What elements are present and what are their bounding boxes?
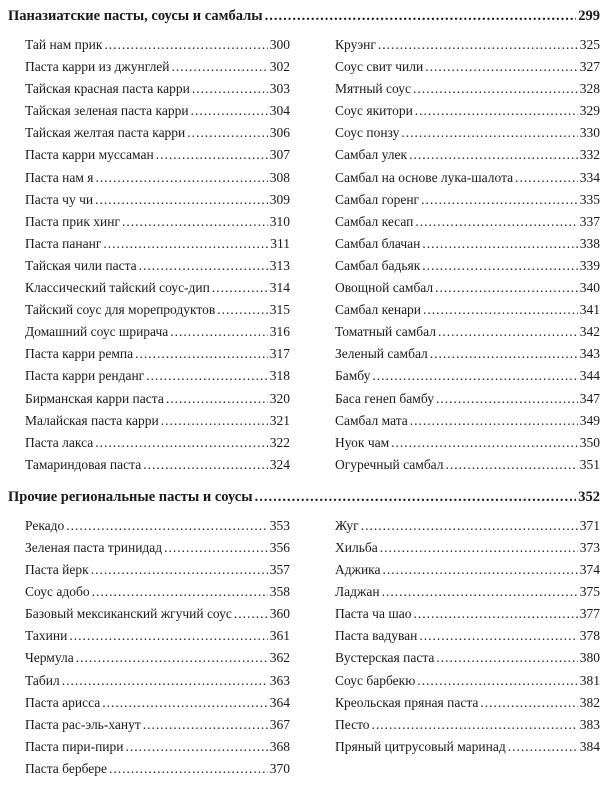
toc-entry xyxy=(335,410,600,432)
entry-page-number: 329 xyxy=(579,103,600,119)
dot-leader xyxy=(95,189,268,211)
entry-page-number: 314 xyxy=(269,280,290,296)
toc-entry xyxy=(25,189,290,211)
toc-entry xyxy=(25,515,290,537)
entry-page-number: 347 xyxy=(579,390,600,406)
dot-leader xyxy=(156,144,268,166)
toc-entry xyxy=(335,321,600,343)
toc-entry xyxy=(335,78,600,100)
dot-leader xyxy=(415,100,578,122)
entry-title: Паста прик хинг xyxy=(25,213,121,229)
toc-entry xyxy=(335,603,600,625)
toc-entry xyxy=(335,581,600,603)
entry-page-number: 364 xyxy=(269,694,290,710)
entry-title: Самбал горенг xyxy=(335,191,420,207)
entry-title: Вустерская паста xyxy=(335,650,435,666)
dot-leader xyxy=(69,625,267,647)
entry-page-number: 307 xyxy=(269,147,290,163)
entry-title: Паста арисса xyxy=(25,694,101,710)
entry-title: Огуречный самбал xyxy=(335,456,444,472)
dot-leader xyxy=(423,299,578,321)
entry-title: Паста ча шао xyxy=(335,606,412,622)
toc-entry xyxy=(335,255,600,277)
toc-entry xyxy=(25,410,290,432)
entry-page-number: 337 xyxy=(579,213,600,229)
toc-entry xyxy=(335,167,600,189)
entry-title: Самбал улек xyxy=(335,147,408,163)
toc-column xyxy=(25,34,290,476)
entry-page-number: 327 xyxy=(579,59,600,75)
entry-title: Паста карри ремпа xyxy=(25,346,134,362)
section-columns xyxy=(8,515,600,780)
toc-entry xyxy=(335,647,600,669)
entry-page-number: 362 xyxy=(269,650,290,666)
entry-title: Самбал кесап xyxy=(335,213,414,229)
entry-title: Самбал на основе лука-шалота xyxy=(335,169,514,185)
toc-entry xyxy=(335,343,600,365)
entry-title: Домашний соус шрирача xyxy=(25,324,169,340)
entry-title: Малайская паста карри xyxy=(25,412,159,428)
entry-page-number: 328 xyxy=(579,81,600,97)
dot-leader xyxy=(417,670,577,692)
dot-leader xyxy=(413,78,578,100)
toc-entry xyxy=(25,603,290,625)
entry-page-number: 309 xyxy=(269,191,290,207)
toc-entry xyxy=(25,647,290,669)
toc-entry xyxy=(335,211,600,233)
toc-entry xyxy=(25,581,290,603)
toc-entry xyxy=(25,365,290,387)
dot-leader xyxy=(122,211,268,233)
entry-title: Тайский соус для морепродуктов xyxy=(25,302,216,318)
toc-entry xyxy=(25,277,290,299)
toc-entry xyxy=(335,100,600,122)
dot-leader xyxy=(422,255,577,277)
section-page-number: 352 xyxy=(578,488,600,505)
dot-leader xyxy=(255,486,577,508)
toc-entry xyxy=(335,189,600,211)
entry-page-number: 378 xyxy=(579,628,600,644)
entry-title: Паста рас-эль-ханут xyxy=(25,716,141,732)
toc-entry xyxy=(335,56,600,78)
dot-leader xyxy=(192,78,268,100)
dot-leader xyxy=(430,343,578,365)
entry-title: Бамбу xyxy=(335,368,371,384)
entry-title: Жуг xyxy=(335,517,359,533)
dot-leader xyxy=(217,299,267,321)
toc-entry xyxy=(335,122,600,144)
entry-page-number: 381 xyxy=(579,672,600,688)
dot-leader xyxy=(191,100,268,122)
entry-title: Самбал кенари xyxy=(335,302,422,318)
toc-entry xyxy=(25,144,290,166)
entry-page-number: 380 xyxy=(579,650,600,666)
entry-title: Мятный соус xyxy=(335,81,411,97)
toc-entry xyxy=(25,122,290,144)
dot-leader xyxy=(415,211,577,233)
dot-leader xyxy=(143,454,268,476)
toc-entry xyxy=(25,537,290,559)
entry-title: Паста карри ренданг xyxy=(25,368,145,384)
dot-leader xyxy=(425,56,578,78)
section-title: Прочие региональные пасты и соусы xyxy=(8,488,253,505)
entry-page-number: 360 xyxy=(269,606,290,622)
toc-entry xyxy=(25,714,290,736)
dot-leader xyxy=(62,670,268,692)
entry-title: Самбал блачан xyxy=(335,235,421,251)
entry-page-number: 324 xyxy=(269,456,290,472)
toc-entry xyxy=(25,758,290,780)
dot-leader xyxy=(378,34,578,56)
dot-leader xyxy=(515,167,578,189)
toc-entry xyxy=(335,365,600,387)
entry-page-number: 344 xyxy=(579,368,600,384)
toc-entry xyxy=(25,56,290,78)
dot-leader xyxy=(446,454,578,476)
toc-entry xyxy=(335,692,600,714)
dot-leader xyxy=(409,144,578,166)
entry-title: Паста вадуван xyxy=(335,628,418,644)
entry-page-number: 383 xyxy=(579,716,600,732)
entry-title: Паста пананг xyxy=(25,235,102,251)
entry-page-number: 341 xyxy=(579,302,600,318)
entry-title: Соус понзу xyxy=(335,125,400,141)
entry-page-number: 335 xyxy=(579,191,600,207)
dot-leader xyxy=(96,167,268,189)
entry-title: Паста пири-пири xyxy=(25,738,124,754)
entry-title: Табил xyxy=(25,672,60,688)
toc-entry xyxy=(335,537,600,559)
dot-leader xyxy=(372,714,578,736)
dot-leader xyxy=(436,647,577,669)
entry-page-number: 316 xyxy=(269,324,290,340)
entry-title: Чермула xyxy=(25,650,74,666)
dot-leader xyxy=(422,233,577,255)
entry-page-number: 370 xyxy=(269,760,290,776)
dot-leader xyxy=(421,189,578,211)
entry-page-number: 322 xyxy=(269,434,290,450)
toc-entry xyxy=(25,78,290,100)
toc-entry xyxy=(335,515,600,537)
entry-title: Овощной самбал xyxy=(335,280,434,296)
entry-title: Рекадо xyxy=(25,517,65,533)
entry-title: Соус адобо xyxy=(25,584,90,600)
dot-leader xyxy=(234,603,268,625)
entry-title: Соус барбекю xyxy=(335,672,416,688)
toc-entry xyxy=(335,454,600,476)
dot-leader xyxy=(103,233,268,255)
entry-page-number: 340 xyxy=(579,280,600,296)
entry-title: Самбал бадьяк xyxy=(335,257,421,273)
dot-leader xyxy=(172,56,268,78)
entry-title: Ладжан xyxy=(335,584,380,600)
entry-page-number: 303 xyxy=(269,81,290,97)
entry-page-number: 325 xyxy=(579,37,600,52)
entry-title: Зеленая паста тринидад xyxy=(25,539,163,555)
entry-page-number: 321 xyxy=(269,412,290,428)
entry-title: Паста карри муссаман xyxy=(25,147,154,163)
toc-entry xyxy=(25,388,290,410)
entry-page-number: 306 xyxy=(269,125,290,141)
entry-title: Тай нам прик xyxy=(25,37,103,52)
entry-title: Паста бербере xyxy=(25,760,108,776)
toc-entry xyxy=(335,736,600,758)
entry-title: Тайская желтая паста карри xyxy=(25,125,186,141)
entry-title: Зеленый самбал xyxy=(335,346,428,362)
entry-page-number: 382 xyxy=(579,694,600,710)
entry-page-number: 317 xyxy=(269,346,290,362)
toc-entry xyxy=(335,34,600,56)
entry-title: Нуок чам xyxy=(335,434,390,450)
entry-page-number: 315 xyxy=(269,302,290,318)
entry-title: Классический тайский соус-дип xyxy=(25,280,210,296)
section-header xyxy=(8,486,600,508)
toc-entry xyxy=(335,559,600,581)
dot-leader xyxy=(361,515,578,537)
dot-leader xyxy=(508,736,578,758)
entry-page-number: 357 xyxy=(269,562,290,578)
dot-leader xyxy=(161,410,268,432)
entry-page-number: 320 xyxy=(269,390,290,406)
entry-title: Тамариндовая паста xyxy=(25,456,142,472)
entry-title: Аджика xyxy=(335,562,381,578)
toc-entry xyxy=(25,34,290,56)
entry-page-number: 311 xyxy=(270,235,290,251)
entry-page-number: 384 xyxy=(579,738,600,754)
toc-entry xyxy=(25,321,290,343)
entry-page-number: 300 xyxy=(269,37,290,52)
dot-leader xyxy=(383,559,578,581)
dot-leader xyxy=(109,758,268,780)
entry-title: Круэнг xyxy=(335,37,376,52)
entry-page-number: 342 xyxy=(579,324,600,340)
dot-leader xyxy=(102,692,267,714)
entry-page-number: 358 xyxy=(269,584,290,600)
entry-title: Креольская пряная паста xyxy=(335,694,479,710)
dot-leader xyxy=(410,410,578,432)
toc-entry xyxy=(25,100,290,122)
entry-page-number: 368 xyxy=(269,738,290,754)
toc-entry xyxy=(335,714,600,736)
dot-leader xyxy=(170,321,267,343)
toc-entry xyxy=(335,233,600,255)
toc-section xyxy=(8,5,600,476)
entry-title: Тахини xyxy=(25,628,68,644)
toc-entry xyxy=(25,167,290,189)
entry-title: Паста лакса xyxy=(25,434,94,450)
dot-leader xyxy=(436,388,578,410)
entry-page-number: 338 xyxy=(579,235,600,251)
entry-page-number: 332 xyxy=(579,147,600,163)
dot-leader xyxy=(92,581,268,603)
toc-entry xyxy=(25,255,290,277)
toc-entry xyxy=(25,625,290,647)
toc-entry xyxy=(25,343,290,365)
entry-page-number: 356 xyxy=(269,539,290,555)
toc-entry xyxy=(25,736,290,758)
entry-page-number: 374 xyxy=(579,562,600,578)
entry-title: Бирманская карри паста xyxy=(25,390,164,406)
toc-entry xyxy=(25,299,290,321)
entry-page-number: 308 xyxy=(269,169,290,185)
entry-page-number: 349 xyxy=(579,412,600,428)
entry-page-number: 377 xyxy=(579,606,600,622)
toc-entry xyxy=(25,670,290,692)
entry-page-number: 339 xyxy=(579,257,600,273)
entry-title: Томатный самбал xyxy=(335,324,437,340)
toc-entry xyxy=(25,211,290,233)
dot-leader xyxy=(146,365,268,387)
section-columns xyxy=(8,34,600,476)
entry-page-number: 371 xyxy=(579,517,600,533)
toc-column xyxy=(335,34,600,476)
entry-title: Соус свит чили xyxy=(335,59,424,75)
entry-title: Соус якитори xyxy=(335,103,413,119)
entry-title: Пряный цитрусовый маринад xyxy=(335,738,506,754)
dot-leader xyxy=(166,388,268,410)
toc-entry xyxy=(335,144,600,166)
table-of-contents xyxy=(8,5,600,780)
section-title: Паназиатские пасты, соусы и самбалы xyxy=(8,8,263,24)
entry-page-number: 304 xyxy=(269,103,290,119)
entry-page-number: 373 xyxy=(579,539,600,555)
section-header xyxy=(8,5,600,27)
entry-page-number: 363 xyxy=(269,672,290,688)
entry-title: Базовый мексиканский жгучий соус xyxy=(25,606,232,622)
dot-leader xyxy=(164,537,268,559)
toc-section xyxy=(8,486,600,780)
entry-page-number: 367 xyxy=(269,716,290,732)
toc-column xyxy=(335,515,600,780)
dot-leader xyxy=(372,365,577,387)
dot-leader xyxy=(139,255,268,277)
entry-page-number: 334 xyxy=(579,169,600,185)
entry-page-number: 330 xyxy=(579,125,600,141)
entry-title: Песто xyxy=(335,716,370,732)
dot-leader xyxy=(480,692,577,714)
entry-title: Баса генеп бамбу xyxy=(335,390,434,406)
entry-title: Паста йерк xyxy=(25,562,89,578)
toc-entry xyxy=(335,625,600,647)
toc-entry xyxy=(25,559,290,581)
entry-title: Тайская чили паста xyxy=(25,257,137,273)
toc-entry xyxy=(25,692,290,714)
dot-leader xyxy=(66,515,267,537)
dot-leader xyxy=(438,321,578,343)
dot-leader xyxy=(212,277,268,299)
toc-entry xyxy=(335,388,600,410)
entry-title: Паста нам я xyxy=(25,169,94,185)
dot-leader xyxy=(435,277,578,299)
dot-leader xyxy=(95,432,267,454)
toc-entry xyxy=(25,233,290,255)
dot-leader xyxy=(401,122,577,144)
entry-page-number: 361 xyxy=(269,628,290,644)
dot-leader xyxy=(126,736,268,758)
toc-entry xyxy=(335,277,600,299)
dot-leader xyxy=(413,603,577,625)
entry-title: Тайская красная паста карри xyxy=(25,81,190,97)
entry-page-number: 310 xyxy=(269,213,290,229)
dot-leader xyxy=(419,625,577,647)
entry-page-number: 318 xyxy=(269,368,290,384)
dot-leader xyxy=(135,343,268,365)
entry-page-number: 351 xyxy=(579,456,600,472)
entry-page-number: 313 xyxy=(269,257,290,273)
entry-page-number: 350 xyxy=(579,434,600,450)
entry-title: Паста чу чи xyxy=(25,191,94,207)
toc-entry xyxy=(25,432,290,454)
entry-page-number: 302 xyxy=(269,59,290,75)
toc-entry xyxy=(335,670,600,692)
dot-leader xyxy=(382,581,578,603)
toc-entry xyxy=(335,432,600,454)
section-page-number: 299 xyxy=(578,8,600,24)
dot-leader xyxy=(143,714,268,736)
toc-entry xyxy=(25,454,290,476)
dot-leader xyxy=(76,647,268,669)
dot-leader xyxy=(391,432,578,454)
entry-title: Паста карри из джунглей xyxy=(25,59,170,75)
toc-column xyxy=(25,515,290,780)
dot-leader xyxy=(380,537,578,559)
dot-leader xyxy=(104,34,267,56)
dot-leader xyxy=(91,559,268,581)
entry-title: Самбал мата xyxy=(335,412,408,428)
entry-page-number: 343 xyxy=(579,346,600,362)
entry-page-number: 353 xyxy=(269,517,290,533)
entry-page-number: 375 xyxy=(579,584,600,600)
dot-leader xyxy=(265,5,577,27)
dot-leader xyxy=(187,122,267,144)
toc-entry xyxy=(335,299,600,321)
entry-title: Тайская зеленая паста карри xyxy=(25,103,189,119)
entry-title: Хильба xyxy=(335,539,378,555)
